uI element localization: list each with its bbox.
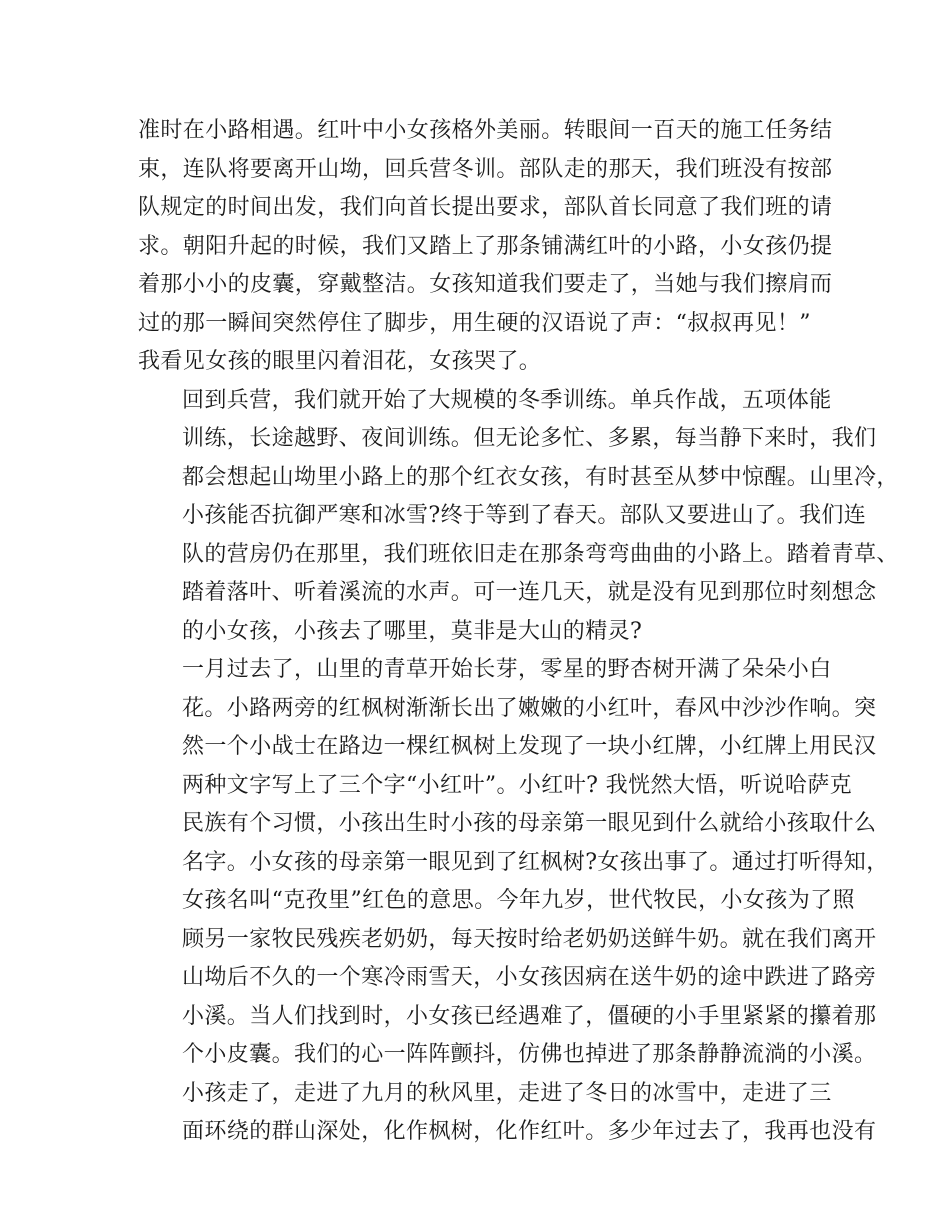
text-line: 山坳后不久的一个寒冷雨雪天，小女孩因病在送牛奶的途中跌进了路旁: [182, 965, 877, 990]
text-line: 个小皮囊。我们的心一阵阵颤抖，仿佛也掉进了那条静静流淌的小溪。: [182, 1042, 877, 1067]
text-line: 小孩能否抗御严寒和冰雪?终于等到了春天。部队又要进山了。我们连: [182, 503, 867, 528]
text-line: 民族有个习惯，小孩出生时小孩的母亲第一眼见到什么就给小孩取什么: [182, 811, 877, 836]
text-line: 女孩名叫“克孜里”红色的意思。今年九岁，世代牧民，小女孩为了照: [182, 888, 855, 913]
text-line: 然一个小战士在路边一棵红枫树上发现了一块小红牌，小红牌上用民汉: [182, 734, 877, 759]
text-line: 踏着落叶、听着溪流的水声。可一连几天，就是没有见到那位时刻想念: [182, 580, 877, 605]
text-line: 着那小小的皮囊，穿戴整洁。女孩知道我们要走了，当她与我们擦肩而: [138, 272, 833, 297]
text-line: 回到兵营，我们就开始了大规模的冬季训练。单兵作战，五项体能: [182, 387, 832, 413]
text-line: 的小女孩，小孩去了哪里，莫非是大山的精灵?: [182, 618, 643, 644]
text-line: 名字。小女孩的母亲第一眼见到了红枫树?女孩出事了。通过打听得知，: [182, 849, 889, 875]
text-line: 小孩走了，走进了九月的秋风里，走进了冬日的冰雪中，走进了三: [182, 1080, 832, 1106]
text-line: 准时在小路相遇。红叶中小女孩格外美丽。转眼间一百天的施工任务结: [138, 118, 833, 143]
text-line: 两种文字写上了三个字“小红叶”。小红叶? 我恍然大悟，听说哈萨克: [182, 772, 853, 798]
paragraph: [138, 382, 899, 652]
text-line: 束，连队将要离开山坳，回兵营冬训。部队走的那天，我们班没有按部: [138, 156, 833, 182]
paragraph: [138, 651, 889, 1075]
text-line: 小溪。当人们找到时，小女孩已经遇难了，僵硬的小手里紧紧的攥着那: [182, 1003, 877, 1029]
text-line: 过的那一瞬间突然停住了脚步，用生硬的汉语说了声：“叔叔再见！”: [138, 310, 811, 336]
body-text: [138, 112, 899, 1152]
paragraph: [138, 112, 833, 382]
text-line: 一月过去了，山里的青草开始长芽，零星的野杏树开满了朵朵小白: [182, 657, 832, 682]
text-line: 求。朝阳升起的时候，我们又踏上了那条铺满红叶的小路，小女孩仍提: [138, 233, 833, 259]
text-line: 队的营房仍在那里，我们班依旧走在那条弯弯曲曲的小路上。踏着青草、: [182, 541, 899, 567]
text-line: 都会想起山坳里小路上的那个红衣女孩，有时甚至从梦中惊醒。山里冷，: [182, 464, 899, 490]
text-line: 花。小路两旁的红枫树渐渐长出了嫩嫩的小红叶，春风中沙沙作响。突: [182, 695, 877, 721]
paragraph: [138, 1075, 877, 1152]
text-line: 顾另一家牧民残疾老奶奶，每天按时给老奶奶送鲜牛奶。就在我们离开: [182, 926, 877, 952]
text-line: 训练，长途越野、夜间训练。但无论多忙、多累，每当静下来时，我们: [182, 426, 877, 451]
text-line: 面环绕的群山深处，化作枫树，化作红叶。多少年过去了，我再也没有: [182, 1119, 877, 1144]
text-line: 队规定的时间出发，我们向首长提出要求，部队首长同意了我们班的请: [138, 195, 833, 220]
text-line: 我看见女孩的眼里闪着泪花，女孩哭了。: [138, 349, 542, 374]
